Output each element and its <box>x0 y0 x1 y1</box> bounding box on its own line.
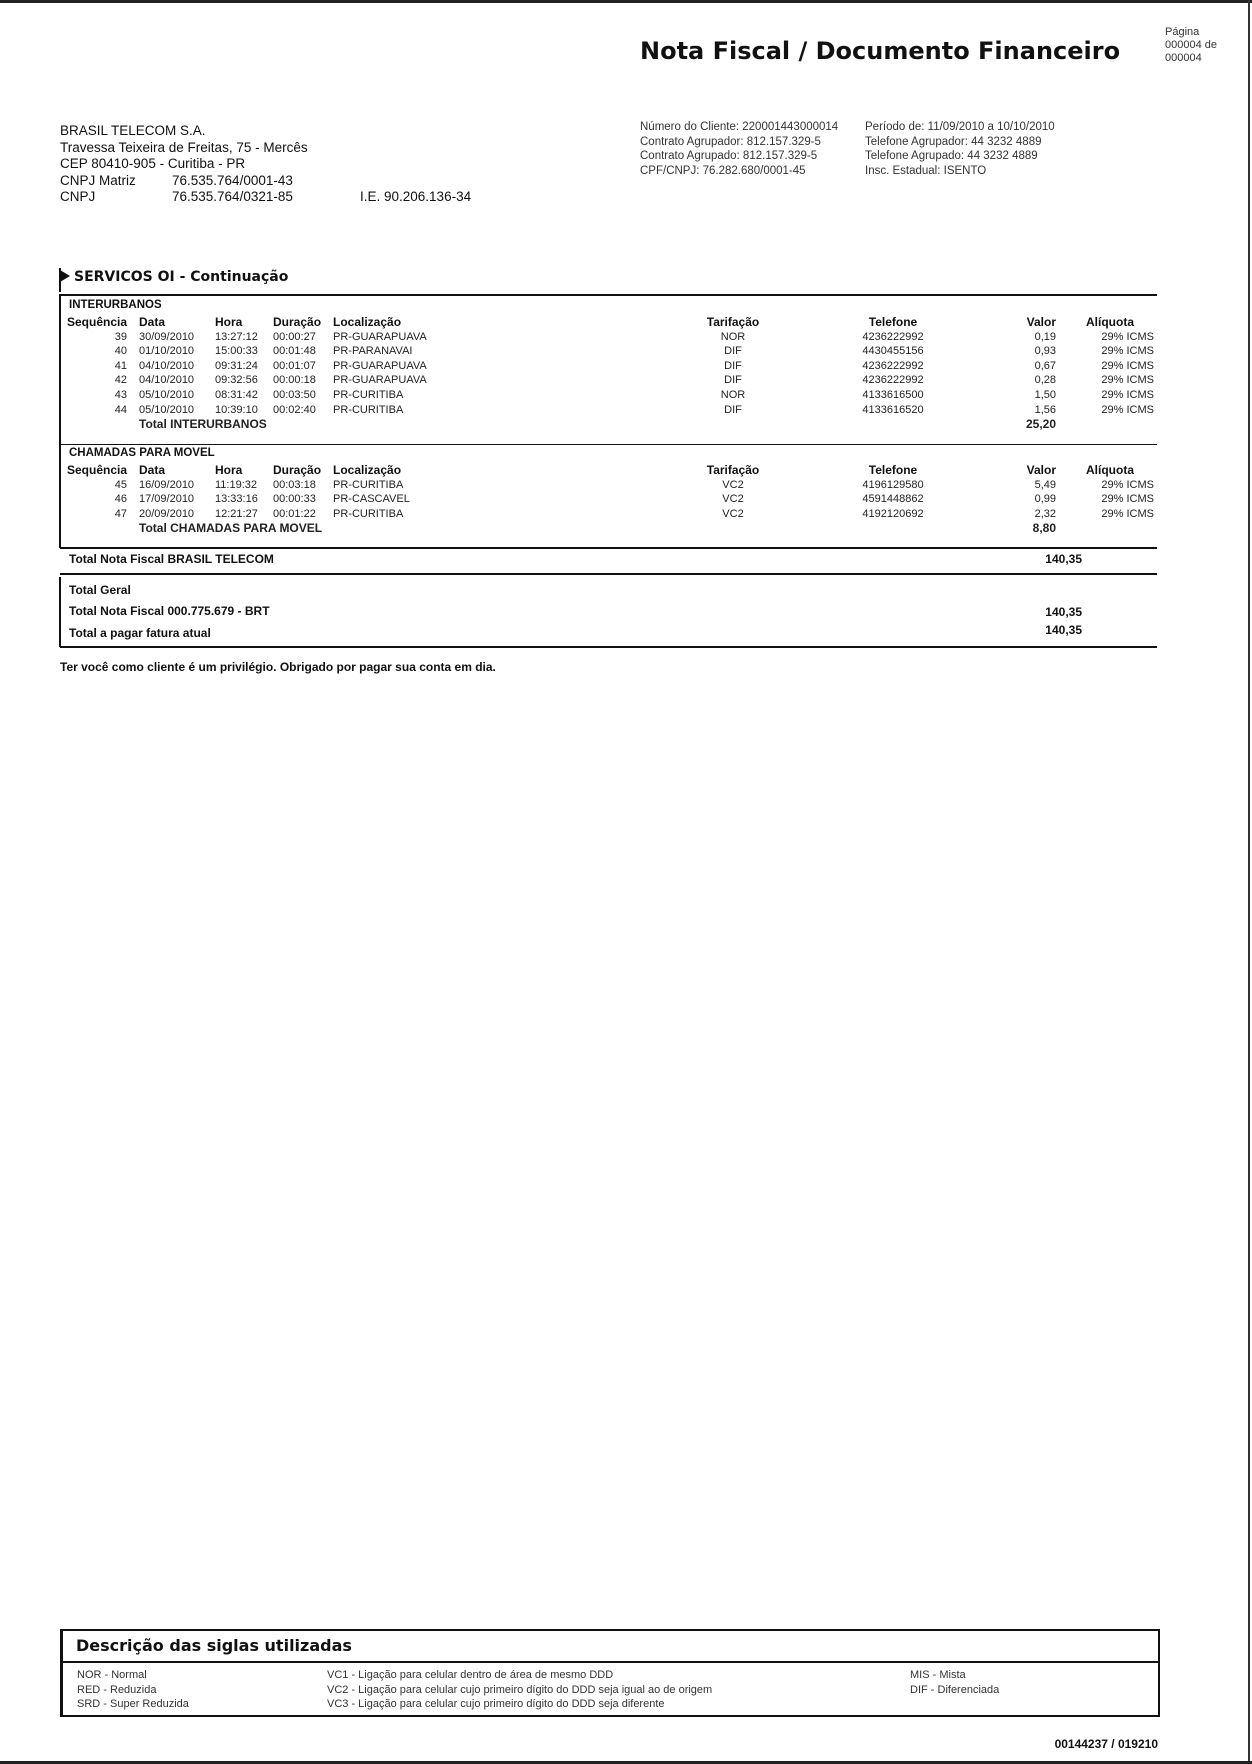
table-row <box>67 388 1154 403</box>
cell-ali: 29% ICMS <box>1101 507 1154 520</box>
cell-tel: 4236222992 <box>862 374 924 387</box>
cell-hora: 09:32:56 <box>215 374 258 387</box>
table-row <box>67 403 1154 418</box>
table-row <box>67 359 1154 374</box>
cell-loc: PR-GUARAPUAVA <box>333 374 427 387</box>
cell-loc: PR-GUARAPUAVA <box>333 359 427 372</box>
col-hora: Hora <box>215 463 243 477</box>
total-geral-label: Total Geral <box>69 583 131 597</box>
cell-data: 20/09/2010 <box>139 507 195 520</box>
document-code: 00144237 / 019210 <box>1054 1737 1158 1751</box>
cell-dur: 00:03:50 <box>273 388 316 401</box>
table-row <box>67 507 1154 522</box>
cell-tel: 4591448862 <box>862 493 924 506</box>
cell-tar: DIF <box>724 374 742 387</box>
col-telefone: Telefone <box>868 315 918 329</box>
group-divider <box>60 444 1157 445</box>
total-pagar-label: Total a pagar fatura atual <box>69 626 211 640</box>
cell-hora: 10:39:10 <box>215 403 258 416</box>
cell-seq: 45 <box>114 478 127 491</box>
cell-loc: PR-CASCAVEL <box>333 493 410 506</box>
section-title <box>60 269 288 285</box>
cell-seq: 43 <box>114 388 127 401</box>
movel-table <box>67 463 1154 536</box>
table-row <box>67 344 1154 359</box>
document-title: Nota Fiscal / Documento Financeiro <box>640 37 1121 65</box>
cell-tar: DIF <box>724 345 742 358</box>
cell-dur: 00:03:18 <box>273 478 316 491</box>
telefone-agrupado: Telefone Agrupado: 44 3232 4889 <box>865 150 1038 162</box>
cell-dur: 00:01:48 <box>273 345 316 358</box>
triangle-arrow-icon <box>60 270 70 282</box>
section-rule <box>60 294 1157 296</box>
cell-ali: 29% ICMS <box>1101 359 1154 372</box>
company-block <box>60 123 471 206</box>
legend-item: SRD - Super Reduzida <box>77 1698 189 1710</box>
cell-data: 16/09/2010 <box>139 478 195 491</box>
cell-tel: 4133616520 <box>862 403 924 416</box>
cell-dur: 00:00:33 <box>273 493 316 506</box>
cell-valor: 0,93 <box>1034 345 1056 358</box>
total-movel-label: Total CHAMADAS PARA MOVEL <box>139 521 323 536</box>
cell-dur: 00:02:40 <box>273 403 316 416</box>
cell-tar: DIF <box>724 403 742 416</box>
cell-ali: 29% ICMS <box>1101 388 1154 401</box>
cell-hora: 09:31:24 <box>215 359 258 372</box>
cell-tar: NOR <box>720 388 746 401</box>
cnpj-matriz-value: 76.535.764/0001-43 <box>172 172 293 188</box>
total-geral-left-border <box>59 577 61 647</box>
cell-ali: 29% ICMS <box>1101 345 1154 358</box>
top-border <box>0 0 1252 3</box>
col-sequencia: Sequência <box>67 315 128 329</box>
client-number: Número do Cliente: 220001443000014 <box>640 121 839 133</box>
col-data: Data <box>139 463 166 477</box>
cell-seq: 44 <box>114 403 127 416</box>
table-row <box>67 478 1154 493</box>
col-localizacao: Localização <box>333 463 402 477</box>
cell-loc: PR-CURITIBA <box>333 507 404 520</box>
section-left-border <box>59 294 61 548</box>
legend-item: DIF - Diferenciada <box>910 1683 1000 1696</box>
total-interurbanos-value: 25,20 <box>1025 417 1056 432</box>
client-info-right <box>865 120 1055 178</box>
col-valor: Valor <box>1026 315 1056 329</box>
interurbanos-table <box>67 315 1154 432</box>
cell-ali: 29% ICMS <box>1101 330 1154 343</box>
legend-col-2 <box>327 1668 712 1712</box>
cell-data: 04/10/2010 <box>139 359 195 372</box>
col-telefone: Telefone <box>868 463 918 477</box>
col-tarifacao: Tarifação <box>706 315 760 329</box>
group-title-interurbanos: INTERURBANOS <box>69 299 162 311</box>
cell-ali: 29% ICMS <box>1101 403 1154 416</box>
legend-divider <box>63 1661 1158 1663</box>
cell-tel: 4133616500 <box>862 388 924 401</box>
table-row <box>67 373 1154 388</box>
cell-data: 01/10/2010 <box>139 345 195 358</box>
cell-ali: 29% ICMS <box>1101 374 1154 387</box>
cell-valor: 1,56 <box>1034 403 1056 416</box>
cell-seq: 40 <box>114 345 127 358</box>
client-info-left <box>640 120 838 178</box>
section-left-bar <box>59 268 61 292</box>
inscricao-estadual: I.E. 90.206.136-34 <box>360 189 472 204</box>
cnpj-matriz-label: CNPJ Matriz <box>60 172 136 188</box>
page-current: 000004 de <box>1165 39 1217 51</box>
cell-valor: 0,28 <box>1034 374 1056 387</box>
cpf-cnpj: CPF/CNPJ: 76.282.680/0001-45 <box>640 164 806 177</box>
cell-dur: 00:00:27 <box>273 330 316 343</box>
cell-valor: 1,50 <box>1034 388 1056 401</box>
total-geral-rule <box>60 646 1157 648</box>
col-aliquota: Alíquota <box>1086 315 1134 329</box>
cell-tar: VC2 <box>722 493 744 506</box>
total-movel-value: 8,80 <box>1032 521 1056 536</box>
total-nota-value: 140,35 <box>1045 605 1082 619</box>
contrato-agrupado: Contrato Agrupado: 812.157.329-5 <box>640 150 818 162</box>
cell-seq: 46 <box>114 493 127 506</box>
cell-ali: 29% ICMS <box>1101 478 1154 491</box>
legend-col-3 <box>910 1668 999 1697</box>
cell-data: 04/10/2010 <box>139 374 195 387</box>
group-title-movel: CHAMADAS PARA MOVEL <box>69 447 215 459</box>
cell-valor: 0,67 <box>1034 359 1056 372</box>
total-pagar-value: 140,35 <box>1045 623 1082 637</box>
cell-hora: 08:31:42 <box>215 388 258 401</box>
col-tarifacao: Tarifação <box>706 463 760 477</box>
total-nota-brasil-label: Total Nota Fiscal BRASIL TELECOM <box>69 552 274 566</box>
col-aliquota: Alíquota <box>1086 463 1134 477</box>
col-duracao: Duração <box>273 315 322 329</box>
cell-valor: 5,49 <box>1034 478 1056 491</box>
col-data: Data <box>139 315 166 329</box>
total-row <box>67 521 1154 536</box>
cell-hora: 12:21:27 <box>215 507 258 520</box>
cell-tel: 4192120692 <box>862 507 924 520</box>
company-name: BRASIL TELECOM S.A. <box>60 123 206 138</box>
cnpj-value: 76.535.764/0321-85 <box>172 189 293 204</box>
table-header-row <box>67 315 1154 330</box>
page-total: 000004 <box>1165 52 1202 64</box>
cell-tar: VC2 <box>722 507 744 520</box>
total-rule-bottom <box>60 573 1157 575</box>
company-address: Travessa Teixeira de Freitas, 75 - Mercês <box>60 139 308 155</box>
legend-item: VC1 - Ligação para celular dentro de área de mesmo DDD <box>327 1669 614 1681</box>
legend-item: MIS - Mista <box>910 1669 966 1681</box>
legend-item: RED - Reduzida <box>77 1683 157 1696</box>
total-rule-top <box>60 547 1157 549</box>
cnpj-matriz-row <box>60 173 471 190</box>
total-interurbanos-label: Total INTERURBANOS <box>139 417 267 432</box>
page-indicator <box>1165 26 1217 65</box>
cell-loc: PR-GUARAPUAVA <box>333 330 427 343</box>
company-cep: CEP 80410-905 - Curitiba - PR <box>60 156 246 171</box>
table-row <box>67 330 1154 345</box>
col-hora: Hora <box>215 315 243 329</box>
insc-estadual: Insc. Estadual: ISENTO <box>865 164 987 177</box>
cell-tel: 4196129580 <box>862 478 924 491</box>
cnpj-row <box>60 189 471 206</box>
col-localizacao: Localização <box>333 315 402 329</box>
legend-title: Descrição das siglas utilizadas <box>76 1636 352 1655</box>
legend-box <box>60 1629 1160 1717</box>
cell-loc: PR-PARANAVAI <box>333 345 413 358</box>
cell-data: 17/09/2010 <box>139 493 195 506</box>
legend-item: NOR - Normal <box>77 1669 147 1681</box>
cell-loc: PR-CURITIBA <box>333 478 404 491</box>
legend-item: VC3 - Ligação para celular cujo primeiro dígito do DDD seja diferente <box>327 1698 665 1710</box>
cell-seq: 47 <box>114 507 127 520</box>
cell-seq: 41 <box>114 359 127 372</box>
total-nota-label: Total Nota Fiscal 000.775.679 - BRT <box>69 604 270 618</box>
cell-tel: 4430455156 <box>862 345 924 358</box>
cell-loc: PR-CURITIBA <box>333 403 404 416</box>
cell-hora: 11:19:32 <box>215 478 258 491</box>
cell-dur: 00:01:07 <box>273 359 316 372</box>
cell-valor: 2,32 <box>1034 507 1056 520</box>
table-row <box>67 492 1154 507</box>
cell-hora: 13:27:12 <box>215 330 258 343</box>
total-nota-brasil-value: 140,35 <box>1045 552 1082 566</box>
cell-data: 05/10/2010 <box>139 403 195 416</box>
cell-valor: 0,99 <box>1034 493 1056 506</box>
thank-you-message: Ter você como cliente é um privilégio. Obrigado por pagar sua conta em dia. <box>60 660 496 674</box>
cell-data: 30/09/2010 <box>139 330 195 343</box>
telefone-agrupador: Telefone Agrupador: 44 3232 4889 <box>865 135 1042 148</box>
billing-period: Período de: 11/09/2010 a 10/10/2010 <box>865 121 1055 133</box>
page-label: Página <box>1165 26 1200 38</box>
cell-seq: 39 <box>114 330 127 343</box>
contrato-agrupador: Contrato Agrupador: 812.157.329-5 <box>640 135 821 148</box>
cell-ali: 29% ICMS <box>1101 493 1154 506</box>
right-border <box>1248 0 1250 1764</box>
cell-dur: 00:00:18 <box>273 374 316 387</box>
cell-tel: 4236222992 <box>862 359 924 372</box>
cell-loc: PR-CURITIBA <box>333 388 404 401</box>
cell-tel: 4236222992 <box>862 330 924 343</box>
cell-dur: 00:01:22 <box>273 507 316 520</box>
cnpj-label: CNPJ <box>60 189 96 204</box>
legend-col-1 <box>77 1668 189 1712</box>
col-valor: Valor <box>1026 463 1056 477</box>
cell-tar: VC2 <box>722 478 744 491</box>
cell-hora: 13:33:16 <box>215 493 258 506</box>
legend-item: VC2 - Ligação para celular cujo primeiro dígito do DDD seja igual ao de origem <box>327 1683 713 1696</box>
cell-hora: 15:00:33 <box>215 345 258 358</box>
total-row <box>67 417 1154 432</box>
cell-tar: NOR <box>720 330 746 343</box>
section-title-text: SERVICOS OI - Continuação <box>74 269 289 285</box>
table-header-row <box>67 463 1154 478</box>
cell-seq: 42 <box>114 374 127 387</box>
cell-tar: DIF <box>724 359 742 372</box>
col-sequencia: Sequência <box>67 463 128 477</box>
col-duracao: Duração <box>273 463 322 477</box>
cell-valor: 0,19 <box>1034 330 1056 343</box>
cell-data: 05/10/2010 <box>139 388 195 401</box>
